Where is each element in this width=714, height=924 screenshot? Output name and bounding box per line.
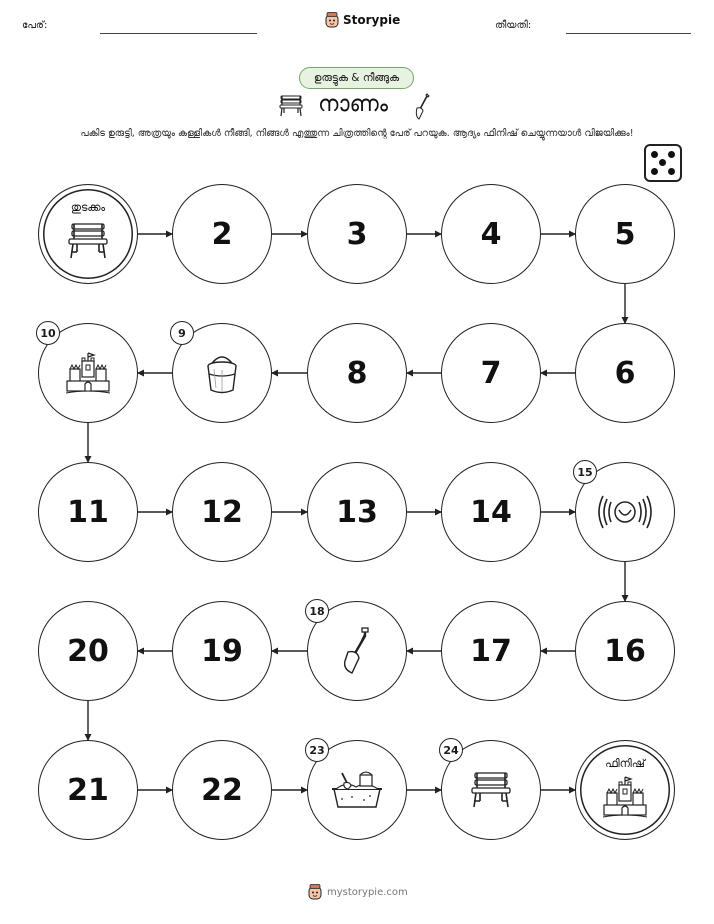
cell-number: 6 [614,355,636,391]
board-cell-3[interactable] [307,184,407,284]
date-label: തീയതി: [495,20,532,31]
sandcastle-icon [64,351,112,399]
cell-number: 4 [480,216,502,252]
board-cell-5[interactable] [575,184,675,284]
cell-number: 17 [470,633,512,669]
bench-icon [469,770,513,814]
cell-number: 2 [211,216,233,252]
board-cell-21[interactable] [38,740,138,840]
board-cell-7[interactable] [441,323,541,423]
cell-number: 21 [67,772,109,808]
cell-number-badge: 18 [305,599,329,623]
cell-number: 12 [201,494,243,530]
cell-number: 22 [201,772,243,808]
bucket-icon [202,350,242,400]
sandbox-icon [328,767,386,817]
cell-number-badge: 15 [573,460,597,484]
board-cell-20[interactable] [38,601,138,701]
cell-number: 3 [346,216,368,252]
sandcastle-icon [601,775,649,823]
name-label: പേര്: [22,20,48,31]
cell-number: 14 [470,494,512,530]
buzzer-icon [598,492,652,536]
cell-number: 5 [614,216,636,252]
instructions: പകിട ഉരുട്ടി, അത്രയും കള്ളികൾ നീങ്ങി, നിങ്ങൾ എത്തുന്ന ചിത്രത്തിന്റെ പേര് പറയുക. ആദ്യം ഫിനിഷ് ചെയ്യുന്നയാൾ വിജയിക്കും! [80,128,634,139]
finish-label: ഫിനിഷ് [605,757,645,770]
cell-number: 8 [346,355,368,391]
cell-number-badge: 23 [305,738,329,762]
bench-icon [66,221,110,265]
board-cell-12[interactable] [172,462,272,562]
cell-number: 20 [67,633,109,669]
board-cell-11[interactable] [38,462,138,562]
board-cell-4[interactable] [441,184,541,284]
board-cell-17[interactable] [441,601,541,701]
page-title: നാണം [318,92,388,117]
footer-url[interactable]: mystorypie.com [327,886,408,898]
cell-number-badge: 24 [439,738,463,762]
cell-number: 7 [480,355,502,391]
board-cell-13[interactable] [307,462,407,562]
start-cell[interactable] [38,184,138,284]
board-cell-2[interactable] [172,184,272,284]
brand-name: Storypie [343,13,401,27]
cell-number-badge: 10 [36,321,60,345]
start-label: തുടക്കം [70,201,106,214]
shovel-icon [340,625,374,681]
cell-number: 16 [604,633,646,669]
cell-number: 19 [201,633,243,669]
cell-number-badge: 9 [170,321,194,345]
finish-cell[interactable] [575,740,675,840]
board-cell-8[interactable] [307,323,407,423]
board-cell-22[interactable] [172,740,272,840]
board-cell-14[interactable] [441,462,541,562]
cell-number: 11 [67,494,109,530]
activity-tag: ഉരുട്ടുക & നീങ്ങുക [299,67,414,89]
cell-number: 13 [336,494,378,530]
board-cell-6[interactable] [575,323,675,423]
footer [308,884,408,900]
board-cell-19[interactable] [172,601,272,701]
board-cell-16[interactable] [575,601,675,701]
storypie-mascot-icon [308,884,322,900]
